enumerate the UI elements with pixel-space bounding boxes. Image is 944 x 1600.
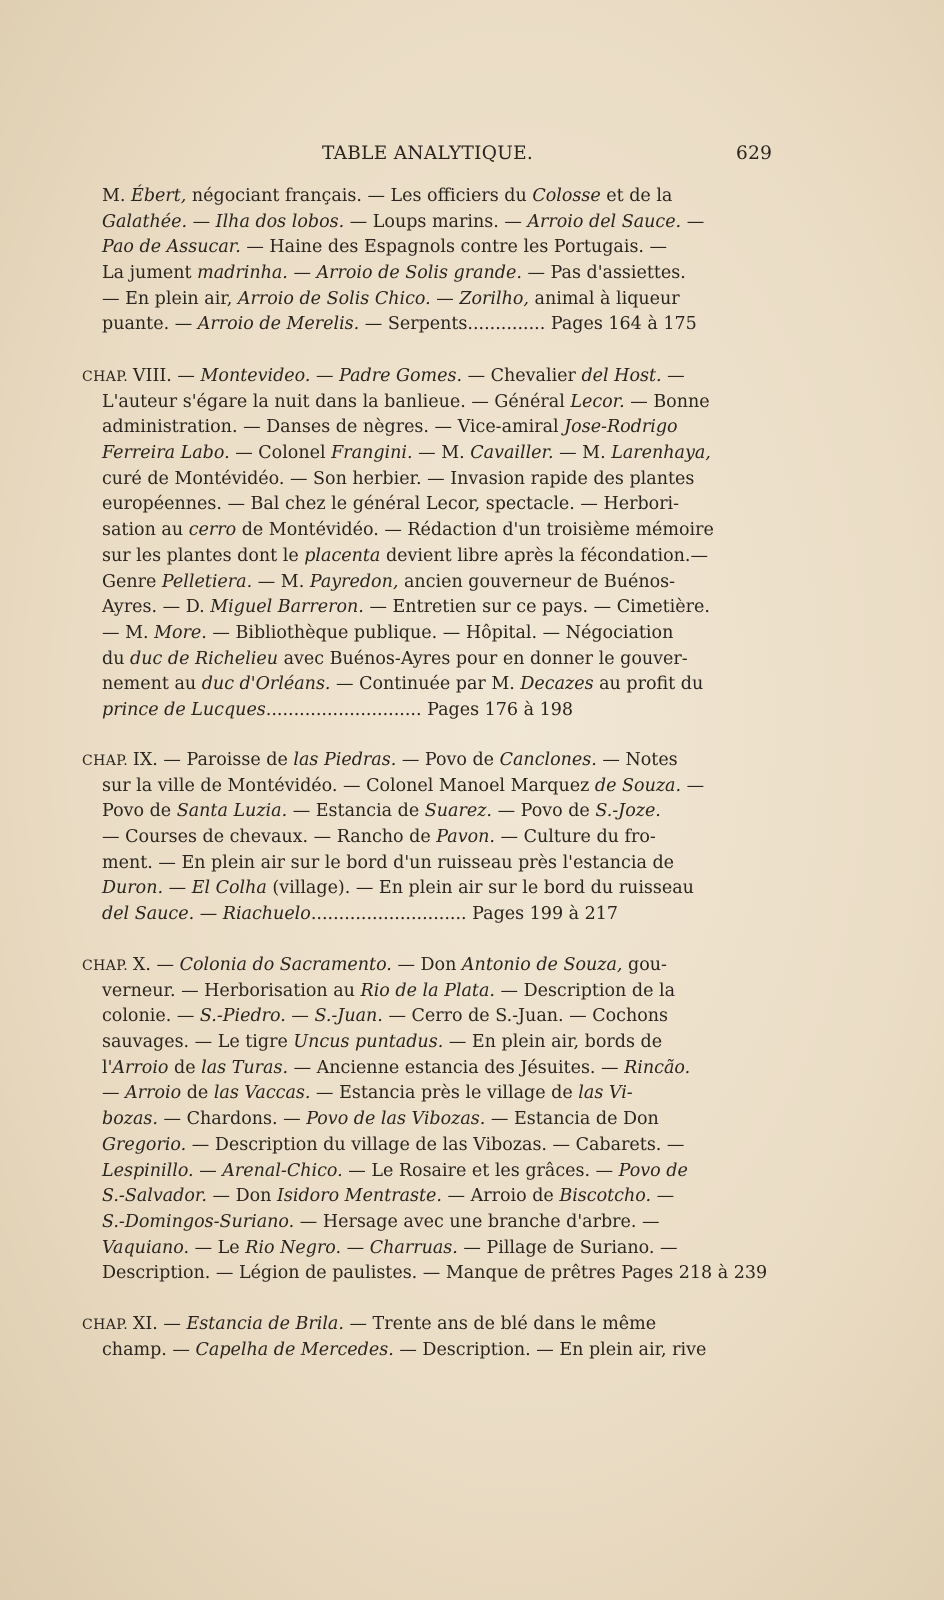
text-line (102, 184, 772, 210)
text-run: sur la ville de Montévidéo. — Colonel Manoel Marquez (102, 775, 595, 796)
text-run: Ayres. — D. (102, 597, 211, 618)
text-line (82, 467, 772, 493)
text-run: de Montévidéo. — Rédaction d'un troisième mémoire (236, 520, 714, 541)
text-run: IX. — Paroisse de (132, 750, 294, 770)
text-run: — (193, 1160, 223, 1181)
text-run: — En plein air, (102, 288, 238, 309)
text-run: — Ancienne estancia des Jésuites. — (288, 1057, 625, 1078)
text-run: nement au (102, 674, 202, 695)
text-run: La jument (102, 263, 198, 284)
chapter-label: CHAP. (82, 753, 133, 769)
italic-term: Rio de la Plata. (360, 980, 495, 1001)
text-line (82, 570, 772, 596)
header-title: TABLE ANALYTIQUE. (322, 143, 534, 164)
text-line (82, 774, 772, 800)
chapter-xi (82, 1312, 772, 1363)
text-run: et de la (600, 186, 673, 206)
italic-term: Cavailler. (470, 443, 554, 464)
text-run: animal à liqueur (528, 288, 680, 309)
italic-term: del Sauce. (102, 904, 195, 925)
text-run: — M. (412, 443, 471, 464)
italic-term: duc d'Orléans. (201, 674, 331, 695)
text-line (102, 287, 772, 313)
chapter-heading-line (82, 1312, 772, 1338)
text-line (102, 235, 772, 261)
italic-term: Rio Negro. (245, 1237, 342, 1258)
italic-term: S.-Piedro. (199, 1006, 286, 1027)
text-run: — Pillage de Suriano. — (457, 1237, 678, 1258)
italic-term: Ébert, (131, 186, 187, 206)
italic-term: Frangini. (331, 443, 413, 464)
text-run: — (661, 366, 685, 386)
italic-term: de Souza. (594, 775, 682, 796)
page-number: 629 (736, 143, 773, 164)
text-run: l' (102, 1057, 113, 1078)
text-line (82, 799, 772, 825)
chapter-label: CHAP. (82, 958, 133, 974)
italic-term: las Vi- (578, 1083, 633, 1104)
text-run: — Le (189, 1237, 246, 1258)
italic-term: madrinha. (197, 263, 288, 284)
text-line (82, 1081, 772, 1107)
italic-term: Galathée. (102, 211, 188, 232)
text-line (82, 1004, 772, 1030)
italic-term: Lecor. (570, 391, 625, 412)
text-run: — (341, 1237, 370, 1258)
text-run: — (285, 1006, 315, 1027)
text-run: — Description de la (494, 980, 676, 1001)
text-line (82, 1184, 772, 1210)
text-run: — Hersage avec une branche d'arbre. — (294, 1211, 660, 1232)
entry-ebert (102, 184, 772, 338)
italic-term: Pelletiera. (161, 571, 253, 592)
text-line (102, 210, 772, 236)
text-run: devient libre après la fécondation.— (380, 545, 708, 566)
text-line (82, 544, 772, 570)
text-line (102, 261, 772, 287)
text-line (82, 621, 772, 647)
chapter-x (82, 953, 772, 1287)
text-line (82, 672, 772, 698)
text-run: de (181, 1083, 214, 1104)
italic-term: S.-Salvador. (102, 1186, 207, 1207)
italic-term: Estancia de Brila. (186, 1314, 344, 1334)
text-line (82, 1107, 772, 1133)
italic-term: Santa Luzia. (176, 801, 288, 822)
text-run: — Loups marins. — (344, 211, 528, 232)
text-run: — Serpents.............. Pages 164 à 175 (359, 314, 697, 335)
italic-term: Gregorio. (102, 1134, 187, 1155)
text-line (82, 979, 772, 1005)
italic-term: Povo de las Vibozas. (306, 1109, 486, 1130)
italic-term: las Vaccas. (213, 1083, 311, 1104)
italic-term: Duron. (102, 878, 164, 899)
italic-term: Uncus puntadus. (293, 1032, 444, 1053)
italic-term: Padre Gomes. (339, 366, 463, 386)
italic-term: Zorilho, (459, 288, 529, 309)
italic-term: bozas. (102, 1109, 158, 1130)
text-run: sauvages. — Le tigre (102, 1032, 294, 1053)
italic-term: S.-Domingos-Suriano. (102, 1211, 295, 1232)
text-run: Description. — Légion de paulistes. — Manque de prêtres Pages 218 à 239 (102, 1263, 768, 1284)
text-line (82, 1261, 772, 1287)
text-run: gou- (622, 955, 667, 975)
text-run: administration. — Danses de nègres. — Vice-amiral (102, 417, 565, 438)
text-run: — Estancia de Don (485, 1109, 659, 1130)
text-run: — Courses de chevaux. — Rancho de (102, 827, 437, 848)
text-run: curé de Montévidéo. — Son herbier. — Invasion rapide des plantes (102, 468, 695, 489)
text-run: sur les plantes dont le (102, 545, 305, 566)
text-run: ............................ Pages 199 à 217 (310, 904, 619, 925)
text-run: — (194, 904, 223, 925)
text-run: — Chevalier (462, 366, 582, 386)
text-line (82, 647, 772, 673)
text-run: — Arroio de (441, 1186, 560, 1207)
text-run: — Cerro de S.-Juan. — Cochons (382, 1006, 669, 1027)
text-run: — Continuée par M. (330, 674, 521, 695)
text-run: — Povo de (396, 750, 500, 770)
text-line (82, 1030, 772, 1056)
italic-term: Arroio del Sauce. (527, 211, 682, 232)
italic-term: Pao de Assucar. (102, 237, 241, 258)
text-run: — Don (206, 1186, 277, 1207)
italic-term: Povo de (618, 1160, 688, 1181)
italic-term: Suarez. (424, 801, 492, 822)
italic-term: Biscotcho. (559, 1186, 652, 1207)
italic-term: Montevideo. (200, 366, 311, 386)
italic-term: las Turas. (201, 1057, 289, 1078)
text-line (82, 698, 772, 724)
text-line (82, 851, 772, 877)
text-line (82, 518, 772, 544)
italic-term: More. (154, 622, 207, 643)
text-run: du (102, 648, 131, 669)
italic-term: Decazes (520, 674, 594, 695)
chapter-heading-line (82, 953, 772, 979)
text-run: européennes. — Bal chez le général Lecor, spectacle. — Herbori- (102, 494, 680, 515)
text-run: — Le Rosaire et les grâces. — (342, 1160, 619, 1181)
italic-term: Pavon. (436, 827, 495, 848)
italic-term: Canclones. (499, 750, 597, 770)
text-line (82, 1236, 772, 1262)
italic-term: Arroio de Solis grande. (316, 263, 522, 284)
text-run: — M. (553, 443, 612, 464)
italic-term: El Colha (191, 878, 267, 899)
text-run: — Trente ans de blé dans le même (343, 1314, 657, 1334)
text-run: — (430, 288, 460, 309)
text-run: — Notes (596, 750, 678, 770)
italic-term: Arroio (125, 1083, 182, 1104)
text-run: — M. (252, 571, 310, 592)
text-run: VIII. — (132, 366, 201, 386)
text-line (82, 415, 772, 441)
text-run: ment. — En plein air sur le bord d'un ruisseau près l'estancia de (102, 852, 674, 873)
text-line (102, 312, 772, 338)
text-line (82, 876, 772, 902)
text-run: ancien gouverneur de Buénos- (398, 571, 676, 592)
text-run: — Pas d'assiettes. (521, 263, 686, 284)
italic-term: Larenhaya, (611, 443, 711, 464)
text-run: — (102, 1083, 126, 1104)
text-run: — Bonne (624, 391, 710, 412)
italic-term: Rincão. (624, 1057, 691, 1078)
italic-term: Jose-Rodrigo (564, 417, 678, 438)
text-run: au profit du (593, 674, 704, 695)
text-run: — Culture du fro- (494, 827, 656, 848)
text-line (82, 595, 772, 621)
text-run: XI. — (132, 1314, 187, 1334)
text-run: — Haine des Espagnols contre les Portugais. — (240, 237, 668, 258)
italic-term: Payredon, (309, 571, 399, 592)
text-run: verneur. — Herborisation au (102, 980, 361, 1001)
text-run: — (651, 1186, 675, 1207)
chapter-ix (82, 748, 772, 928)
text-run: — (310, 366, 340, 386)
text-line (82, 492, 772, 518)
italic-term: Colosse (532, 186, 601, 206)
text-run: — En plein air, bords de (443, 1032, 663, 1053)
text-run: — Entretien sur ce pays. — Cimetière. (363, 597, 710, 618)
italic-term: del Host. (581, 366, 662, 386)
chapter-heading-line (82, 748, 772, 774)
text-run: Povo de (102, 801, 177, 822)
text-run: Genre (102, 571, 162, 592)
text-run: M. (102, 186, 132, 206)
italic-term: Riachuelo (222, 904, 311, 925)
italic-term: Arroio de Solis Chico. (237, 288, 431, 309)
text-run: champ. — (102, 1339, 196, 1360)
text-run: — M. (102, 622, 155, 643)
italic-term: Colonia do Sacramento. (179, 955, 392, 975)
text-line (82, 1159, 772, 1185)
text-run: — (187, 211, 216, 232)
text-run: — Colonel (229, 443, 332, 464)
text-line (82, 1133, 772, 1159)
italic-term: Arroio de Merelis. (197, 314, 360, 335)
chapter-label: CHAP. (82, 1317, 133, 1333)
italic-term: S.-Joze. (595, 801, 661, 822)
chapter-label: CHAP. (82, 369, 133, 385)
italic-term: Isidoro Mentraste. (276, 1186, 442, 1207)
italic-term: Antonio de Souza, (461, 955, 623, 975)
italic-term: Arroio (112, 1057, 169, 1078)
text-run: — Chardons. — (157, 1109, 307, 1130)
chapter-heading-line (82, 364, 772, 390)
text-line (82, 902, 772, 928)
italic-term: Capelha de Mercedes. (195, 1339, 394, 1360)
text-run: — (681, 775, 705, 796)
italic-term: Charruas. (369, 1237, 458, 1258)
italic-term: placenta (304, 545, 381, 566)
text-line (82, 441, 772, 467)
italic-term: Ferreira Labo. (102, 443, 230, 464)
text-run: négociant français. — Les officiers du (186, 186, 533, 206)
text-run: L'auteur s'égare la nuit dans la banlieue. — Général (102, 391, 571, 412)
text-run: de (168, 1057, 202, 1078)
italic-term: Lespinillo. (102, 1160, 194, 1181)
italic-term: S.-Juan. (314, 1006, 383, 1027)
chapter-viii (82, 364, 772, 724)
text-run: — Bibliothèque publique. — Hôpital. — Négociation (206, 622, 674, 643)
text-run: — Povo de (492, 801, 596, 822)
italic-term: las Piedras. (293, 750, 397, 770)
text-run: ............................ Pages 176 à 198 (265, 699, 573, 720)
text-run: — Estancia près le village de (310, 1083, 579, 1104)
italic-term: Vaquiano. (102, 1237, 190, 1258)
text-run: — Estancia de (287, 801, 425, 822)
text-run: X. — (132, 955, 180, 975)
text-line (82, 1056, 772, 1082)
text-run: — Description. — En plein air, rive (393, 1339, 707, 1360)
text-line (82, 825, 772, 851)
italic-term: duc de Richelieu (130, 648, 279, 669)
text-run: (village). — En plein air sur le bord du ruisseau (266, 878, 694, 899)
text-run: sation au (102, 520, 189, 541)
text-run: puante. — (102, 314, 198, 335)
text-run: — (287, 263, 317, 284)
running-header (0, 140, 944, 170)
text-run: — Don (391, 955, 462, 975)
italic-term: cerro (188, 520, 237, 541)
text-run: — Description du village de las Vibozas. — Cabarets. — (186, 1134, 685, 1155)
text-line (82, 1210, 772, 1236)
italic-term: Arenal-Chico. (222, 1160, 343, 1181)
italic-term: Miguel Barreron. (210, 597, 364, 618)
text-run: avec Buénos-Ayres pour en donner le gouver- (278, 648, 688, 669)
text-run: — (681, 211, 705, 232)
text-line (82, 390, 772, 416)
text-run: — (163, 878, 192, 899)
italic-term: Ilha dos lobos. (215, 211, 345, 232)
text-line (82, 1338, 772, 1364)
italic-term: prince de Lucques (102, 699, 266, 720)
text-run: colonie. — (102, 1006, 200, 1027)
